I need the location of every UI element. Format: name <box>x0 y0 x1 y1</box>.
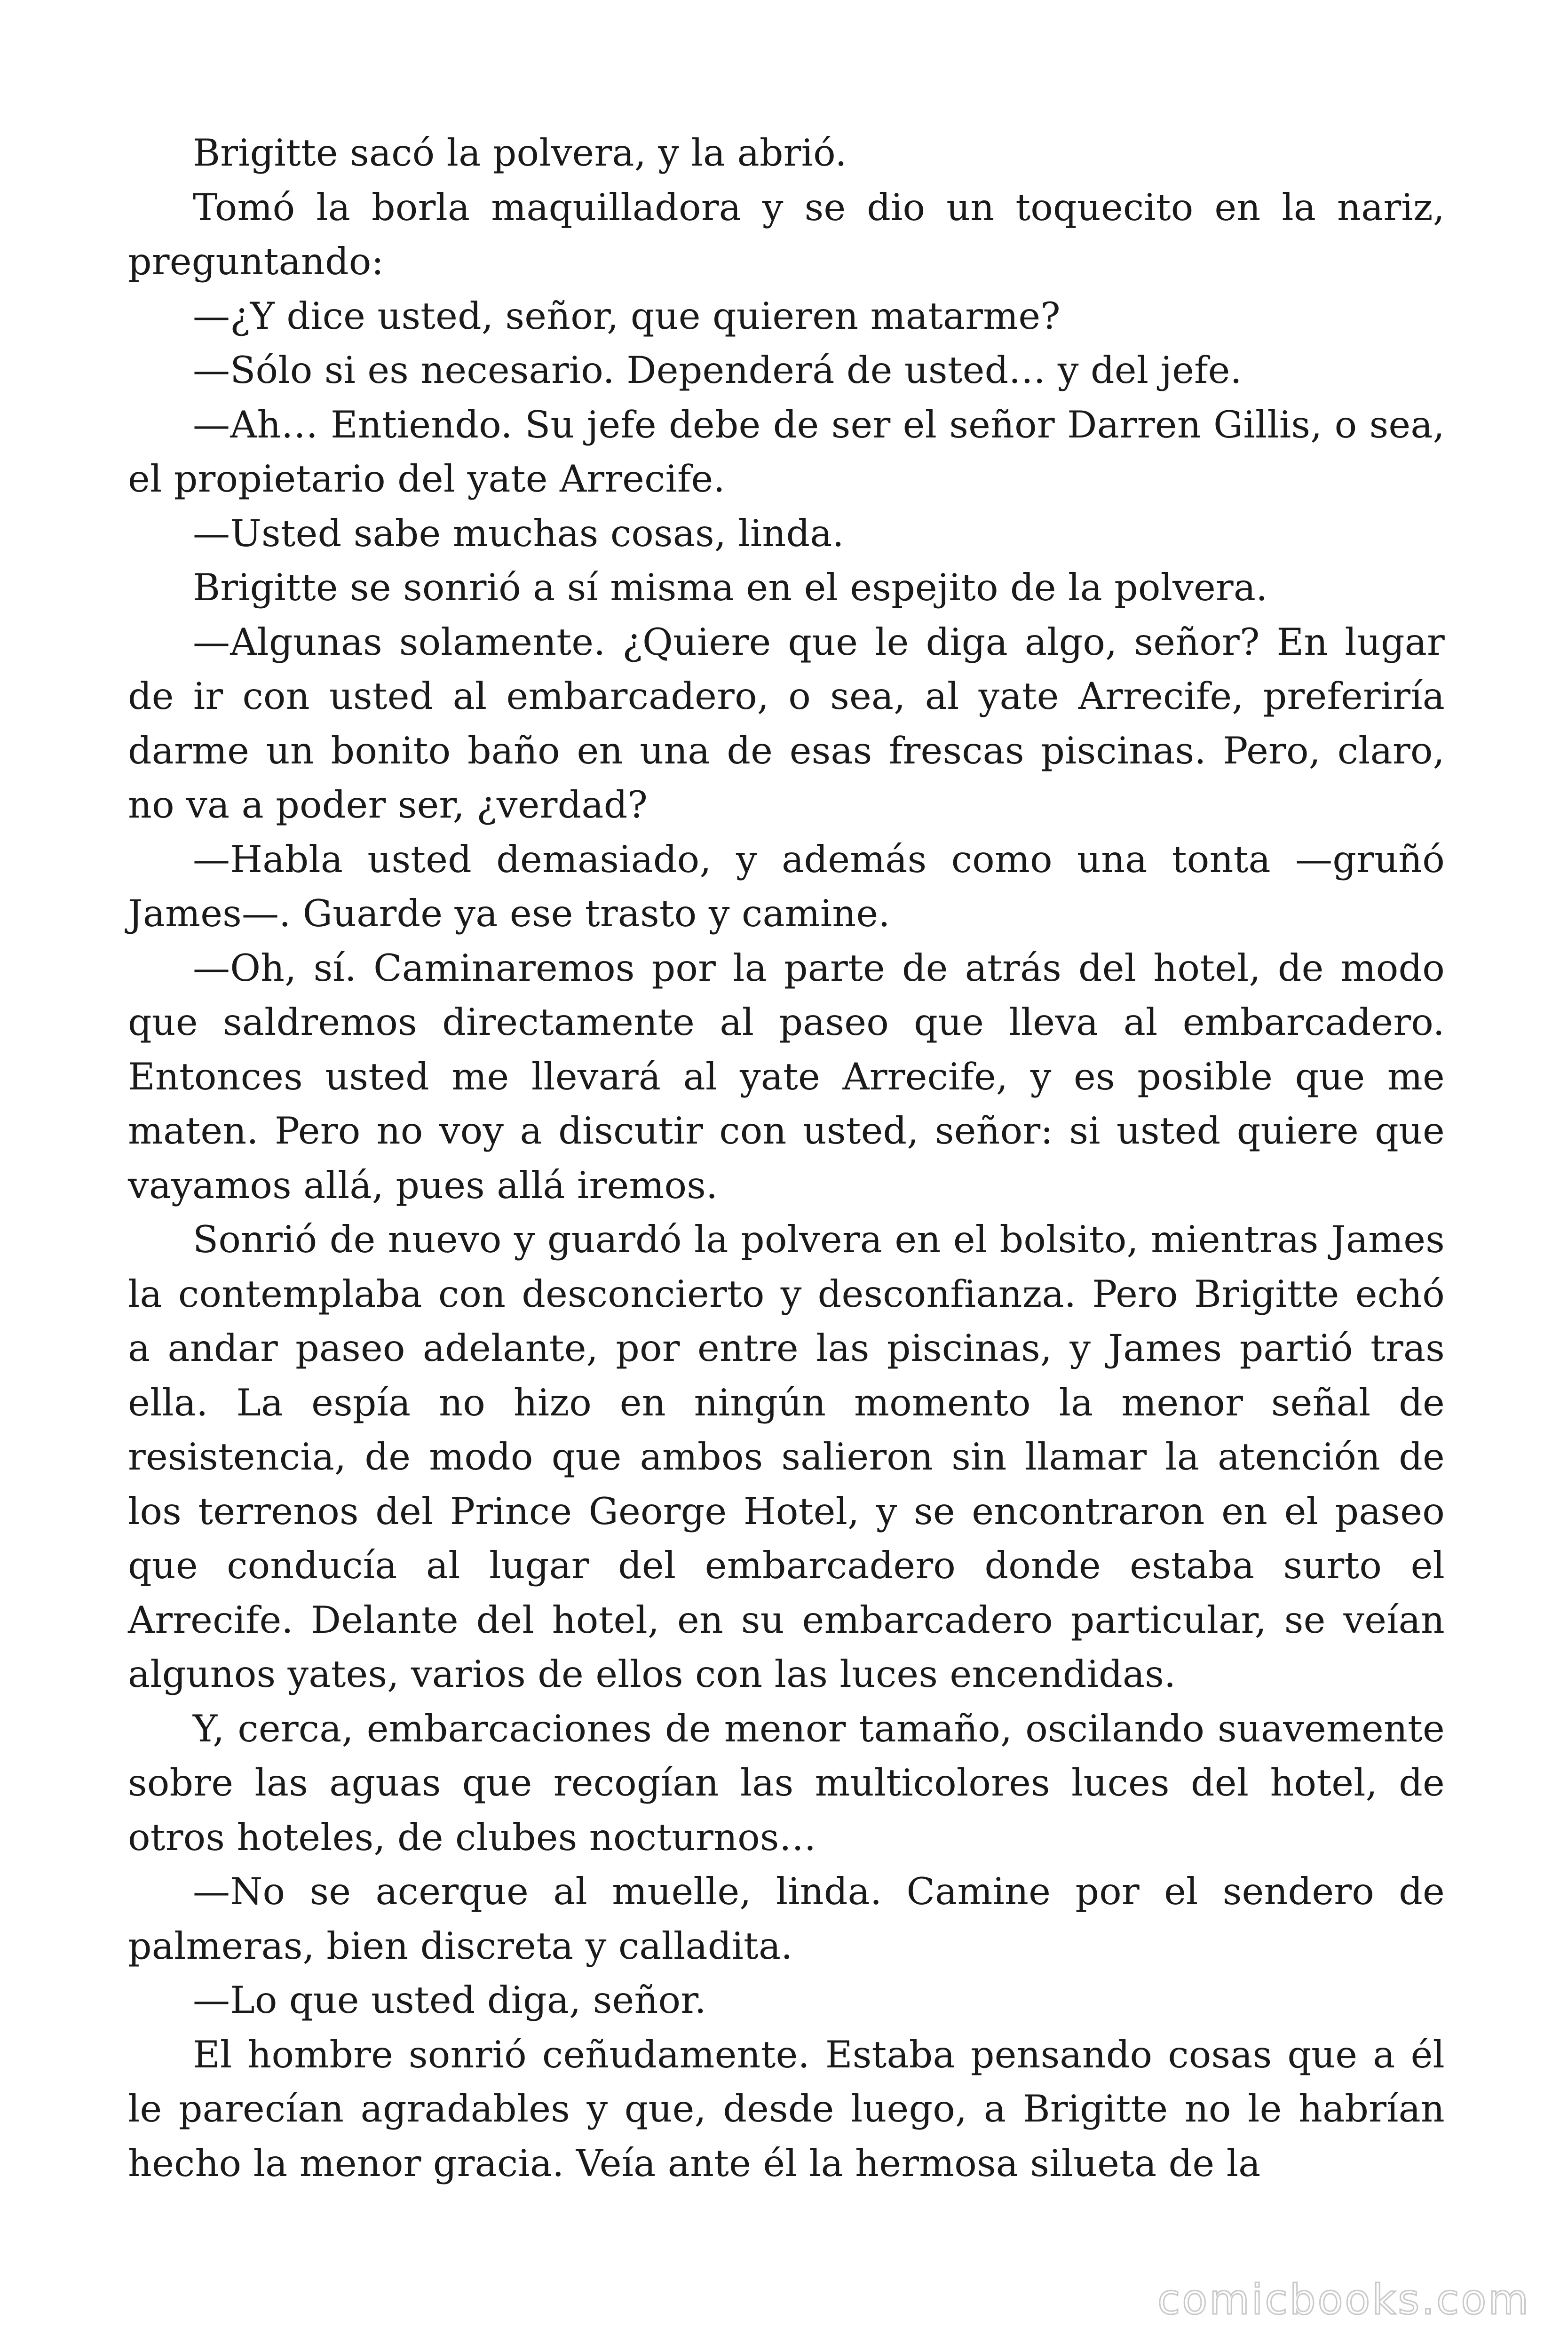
paragraph-2: Tomó la borla maquilladora y se dio un toquecito en la nariz, preguntando: <box>128 185 1445 283</box>
paragraph-15: El hombre sonrió ceñudamente. Estaba pensando cosas que a él le parecían agradables y que, desde luego, a Brigitte no le habrían hecho la menor gracia. Veía ante él la hermosa silueta de la <box>128 2033 1445 2185</box>
paragraph-4: —Sólo si es necesario. Dependerá de usted… y del jefe. <box>193 349 1242 392</box>
paragraph-7: Brigitte se sonrió a sí misma en el espejito de la polvera. <box>193 566 1268 609</box>
paragraph-6: —Usted sabe muchas cosas, linda. <box>193 511 844 555</box>
paragraph-8: —Algunas solamente. ¿Quiere que le diga algo, señor? En lugar de ir con usted al embarcadero, o sea, al yate Arrecife, preferiría darme un bonito baño en una de esas frescas piscinas. Pero, claro, no va a poder ser, ¿verdad? <box>128 620 1445 826</box>
watermark: comicbooks.com <box>1157 2275 1530 2324</box>
paragraph-13: —No se acerque al muelle, linda. Camine por el sendero de palmeras, bien discreta y calladita. <box>128 1870 1445 1968</box>
paragraph-3: —¿Y dice usted, señor, que quieren matarme? <box>193 294 1061 338</box>
paragraph-5: —Ah… Entiendo. Su jefe debe de ser el señor Darren Gillis, o sea, el propietario del yate Arrecife. <box>128 403 1445 501</box>
paragraph-1: Brigitte sacó la polvera, y la abrió. <box>193 131 847 175</box>
paragraph-12: Y, cerca, embarcaciones de menor tamaño, oscilando suavemente sobre las aguas que recogían las multicolores luces del hotel, de otros hoteles, de clubes nocturnos… <box>128 1707 1445 1859</box>
paragraph-14: —Lo que usted diga, señor. <box>193 1979 706 2022</box>
page-body <box>128 126 1445 2205</box>
paragraph-10: —Oh, sí. Caminaremos por la parte de atrás del hotel, de modo que saldremos directamente al paseo que lleva al embarcadero. Entonces usted me llevará al yate Arrecife, y es posible que me maten. Pero no voy a discutir con usted, señor: si usted quiere que vayamos allá, pues allá iremos. <box>128 946 1445 1207</box>
paragraph-9: —Habla usted demasiado, y además como una tonta —gruñó James—. Guarde ya ese trasto y camine. <box>128 837 1445 935</box>
paragraph-11: Sonrió de nuevo y guardó la polvera en el bolsito, mientras James la contemplaba con desconcierto y desconfianza. Pero Brigitte echó a andar paseo adelante, por entre las piscinas, y James partió tras ella. La espía no hizo en ningún momento la menor señal de resistencia, de modo que ambos salieron sin llamar la atención de los terrenos del Prince George Hotel, y se encontraron en el paseo que conducía al lugar del embarcadero donde estaba surto el Arrecife. Delante del hotel, en su embarcadero particular, se veían algunos yates, varios de ellos con las luces encendidas. <box>128 1218 1445 1696</box>
